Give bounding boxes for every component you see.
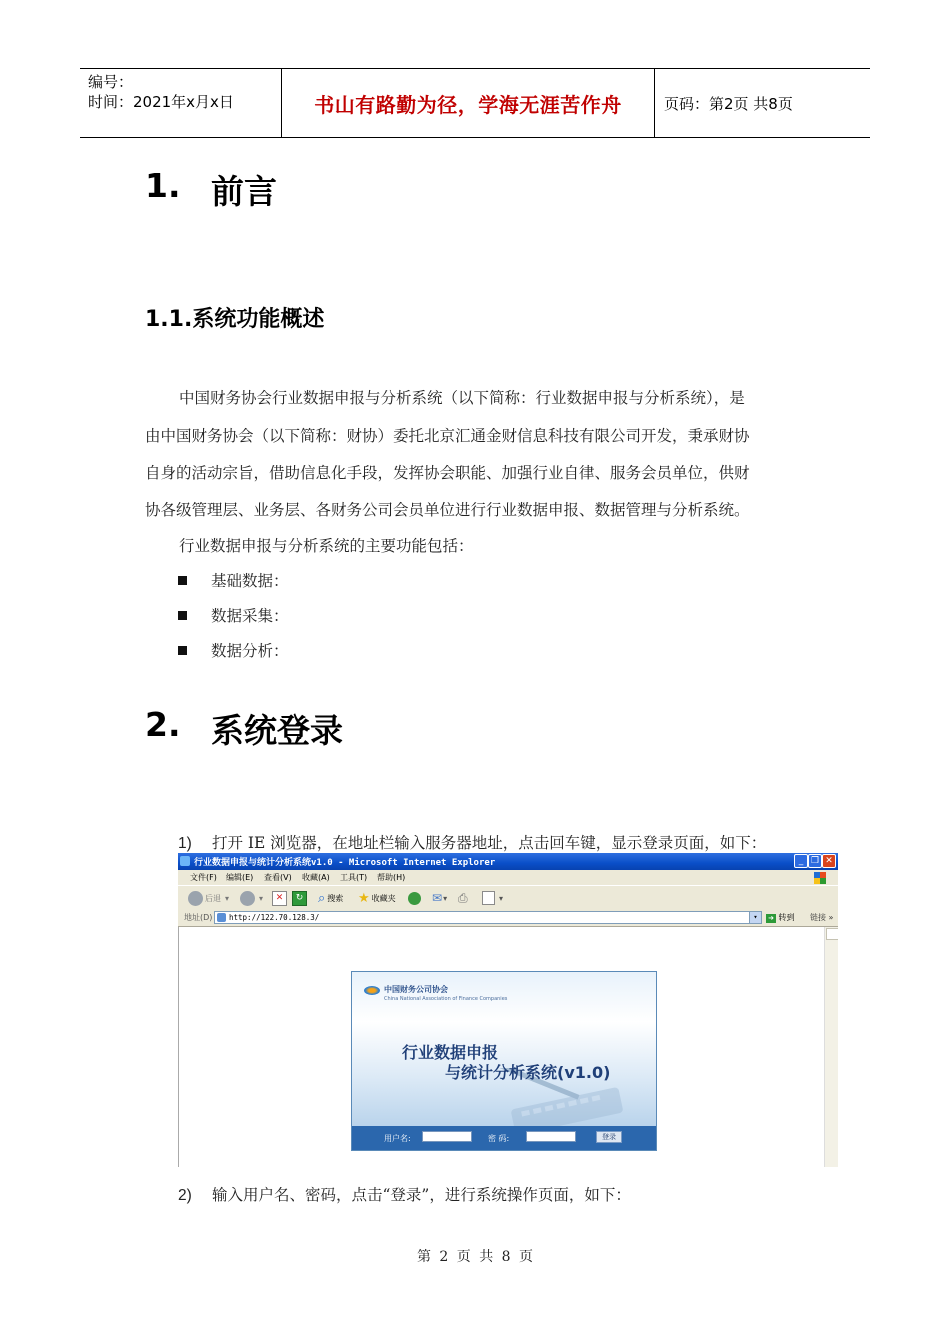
section1-number: 1. [145,166,181,205]
stop-button[interactable] [272,890,287,906]
browser-scrollbar[interactable] [824,927,838,1167]
browser-content-area [178,927,825,1167]
paragraph-line: 自身的活动宗旨，借助信息化手段，发挥协会职能、加强行业自律、服务会员单位，供财 [145,464,750,482]
subsection-1-1-heading: 1.1.系统功能概述 [145,307,325,332]
association-name-en: China National Association of Finance Companies [384,996,508,1002]
search-label: 搜索 [327,893,344,903]
functions-intro [145,534,810,556]
password-input[interactable] [526,1131,576,1142]
bullet-text: 数据采集： [211,607,289,625]
search-button[interactable] [318,890,343,906]
address-url: http://122.70.128.3/ [229,913,320,922]
edit-button[interactable] [482,890,503,906]
login-button[interactable]: 登录 [596,1131,622,1143]
stop-icon: ✕ [272,891,287,906]
section2-heading [145,705,545,749]
menu-view[interactable]: 查看(V) [264,873,292,882]
bullet-square-icon [178,646,187,655]
page-footer: 第 2 页 共 8 页 [416,1249,534,1265]
paragraph-line: 由中国财务协会（以下简称：财协）委托北京汇通金财信息科技有限公司开发，秉承财协 [145,427,750,445]
header-meta-cell [80,69,282,137]
association-name-text: 中国财务公司协会 [384,985,448,994]
header-page-cell [655,69,870,137]
overview-paragraph [145,386,810,526]
browser-window-title: 行业数据申报与统计分析系统v1.0 - Microsoft Internet Explorer [194,858,496,868]
browser-toolbar [178,885,838,911]
login-title-line2: 与统计分析系统(v1.0) [445,1063,611,1082]
favorites-button[interactable] [358,890,396,906]
username-label: 用户名: [384,1134,411,1143]
login-panel [351,971,657,1151]
bullet-text: 数据分析： [211,642,289,660]
printer-icon: ⎙ [458,890,468,905]
back-button[interactable] [188,890,229,906]
ie-app-icon [180,856,190,866]
header-page-info: 页码：第2页 共8页 [664,94,793,113]
refresh-icon: ↻ [292,891,307,906]
favorites-label: 收藏夹 [371,893,396,903]
windows-logo-icon [814,872,826,884]
header-motto-cell [282,69,655,137]
print-button[interactable] [458,890,468,906]
bullet-text: 基础数据： [211,572,289,590]
search-icon: ⌕ [318,890,326,906]
menu-edit[interactable]: 编辑(E) [226,873,254,882]
step-number: 1) [178,835,192,852]
scroll-up-icon[interactable] [826,928,838,940]
bullet-square-icon [178,576,187,585]
functions-intro-text: 行业数据申报与分析系统的主要功能包括： [179,537,474,555]
browser-menubar [178,870,838,885]
media-button[interactable] [408,890,421,906]
association-logo-icon [364,986,380,995]
go-button[interactable] [766,912,795,923]
forward-button[interactable] [240,890,263,906]
section1-heading [145,166,445,210]
back-label: 后退 [205,893,221,903]
close-icon[interactable]: ✕ [822,854,836,868]
page-header-table [80,68,870,138]
menu-file[interactable]: 文件(F) [190,873,217,882]
dropdown-arrow-icon: ▾ [499,893,504,903]
star-icon: ★ [358,890,370,906]
go-arrow-icon: ➜ [766,914,776,923]
dropdown-arrow-icon: ▾ [443,893,448,903]
address-label: 地址(D) [184,913,213,922]
menu-tools[interactable]: 工具(T) [340,873,368,882]
header-date: 时间：2021年x月x日 [88,93,234,111]
header-number-label: 编号： [88,73,134,91]
step-item [178,1183,631,1205]
media-icon [408,892,421,905]
menu-help[interactable]: 帮助(H) [377,873,406,882]
header-motto: 书山有路勤为径，学海无涯苦作舟 [314,92,622,117]
section2-title: 系统登录 [211,711,343,750]
links-label: 链接 [810,913,826,922]
step-text: 打开 IE 浏览器，在地址栏输入服务器地址，点击回车键，显示登录页面，如下： [212,834,767,852]
address-input[interactable] [214,911,762,924]
ie-browser-screenshot [178,853,838,1167]
step-text: 输入用户名、密码，点击“登录”，进行系统操作页面，如下： [212,1186,631,1204]
mail-button[interactable] [432,890,447,906]
username-input[interactable] [422,1131,472,1142]
forward-arrow-icon [240,891,255,906]
menu-favorites[interactable]: 收藏(A) [302,873,330,882]
paragraph-line: 协各级管理层、业务层、各财务公司会员单位进行行业数据申报、数据管理与分析系统。 [145,501,750,519]
back-arrow-icon [188,891,203,906]
login-form-bar [352,1126,656,1150]
address-dropdown-icon[interactable]: ▾ [749,912,761,923]
dropdown-arrow-icon: ▾ [225,893,230,903]
login-title-line1: 行业数据申报 [402,1043,499,1062]
bullet-item [178,569,289,591]
bullet-item [178,639,289,661]
mail-icon: ✉ [432,891,443,905]
step-number: 2) [178,1187,192,1204]
browser-titlebar [178,853,838,870]
password-label: 密 码: [488,1134,510,1143]
document-edit-icon [482,891,495,905]
section2-number: 2. [145,705,181,744]
minimize-icon[interactable]: _ [794,854,808,868]
page-icon [217,913,226,922]
paragraph-line: 中国财务协会行业数据申报与分析系统（以下简称：行业数据申报与分析系统），是 [179,389,745,407]
dropdown-arrow-icon: ▾ [259,893,264,903]
maximize-icon[interactable]: ❐ [808,854,822,868]
links-button[interactable]: 链接 » [810,913,834,922]
step-item [178,831,766,853]
address-bar [178,910,838,927]
go-label: 转到 [778,913,795,922]
refresh-button[interactable] [292,890,307,906]
bullet-square-icon [178,611,187,620]
association-name [384,984,507,1002]
section1-title: 前言 [211,172,277,211]
bullet-item [178,604,289,626]
